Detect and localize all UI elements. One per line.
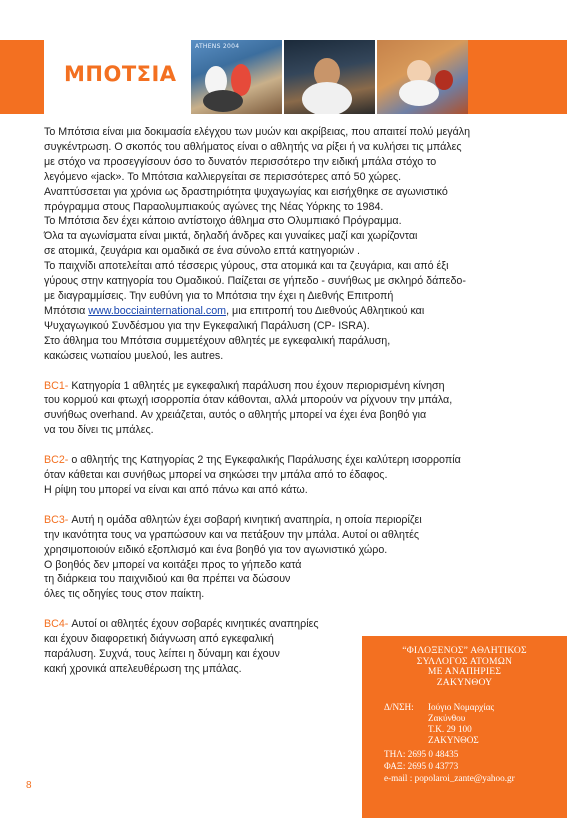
bc2-line: όταν κάθεται και συνήθως μπορεί να σηκώσει την μπάλα από το έδαφος.	[44, 469, 388, 482]
intro-line: Αναπτύσσεται για χρόνια ως δραστηριότητα ψυχαγωγίας και εισήχθηκε σε αγωνιστικό	[44, 185, 448, 198]
article-body	[44, 125, 544, 677]
link-line-prefix: Μπότσια	[44, 304, 89, 317]
intro-line: πρόγραμμα στους Παραολυμπιακούς αγώνες της Νέας Υόρκης το 1984.	[44, 200, 384, 213]
intro-line: Στο άθλημα του Μπότσια συμμετέχουν αθλητές με εγκεφαλική παράλυση,	[44, 334, 391, 347]
bc3-text: Αυτή η ομάδα αθλητών έχει σοβαρή κινητική αναπηρία, η οποία περιορίζει	[68, 513, 422, 526]
club-name-line: ΖΑΚΥΝΘΟΥ	[436, 676, 493, 688]
bc3-line: όλες τις οδηγίες τους στον παίκτη.	[44, 588, 205, 601]
city: ΖΑΚΥΝΘΟΣ	[428, 735, 479, 745]
email[interactable]: e-mail : popolaroi_zante@yahoo.gr	[384, 773, 515, 783]
fax: ΦΑΞ: 2695 0 43773	[384, 761, 459, 771]
bc4-line: κακή χρονικά απελευθέρωση της μπάλας.	[44, 663, 242, 675]
intro-line: λεγόμενο «jack». Το Μπότσια καλλιεργείται σε περισσότερες από 50 χώρες.	[44, 170, 402, 183]
bc3-line: Ο βοηθός δεν μπορεί να κοιτάξει προς το γήπεδο κατά	[44, 558, 302, 571]
bc1-line: του κορμού και φτωχή ισορροπία όταν κάθονται, αλλά μπορούν να ρίχνουν την μπάλα,	[44, 394, 453, 407]
bc1-line: να του δίνει τις μπάλες.	[44, 424, 154, 437]
intro-line: Όλα τα αγωνίσματα είναι μικτά, δηλαδή άνδρες και γυναίκες μαζί και χωρίζονται	[44, 230, 418, 243]
club-name-line: “ΦΙΛΟΞΕΝΟΣ” ΑΘΛΗΤΙΚΟΣ	[402, 645, 527, 656]
bc4-label: BC4-	[44, 618, 69, 631]
photo-athletes-wheelchairs	[191, 40, 282, 114]
photo-athlete-portrait	[284, 40, 375, 114]
bc4-line: και έχουν διαφορετική διάγνωση από εγκεφαλική	[44, 633, 274, 646]
bc4-first-line	[44, 617, 544, 632]
link-line-suffix: , μια επιτροπή του Διεθνούς Αθλητικού και	[226, 304, 425, 317]
club-name-line: ΜΕ ΑΝΑΠΗΡΙΕΣ	[427, 666, 502, 678]
bc1-line: συνήθως overhand. Αν χρειάζεται, αυτός ο αθλητής μπορεί να έχει ένα βοηθό για	[44, 409, 427, 422]
bc4-text: Αυτοί οι αθλητές έχουν σοβαρές κινητικές αναπηρίες	[68, 618, 319, 631]
address-street: Ιούγιο Νομαρχίας	[428, 702, 495, 712]
header-accent-left	[0, 40, 44, 114]
bc2-first-line	[44, 453, 544, 468]
bc2-label: BC2-	[44, 454, 69, 467]
intro-line: κακώσεις νωτιαίου μυελού, les autres.	[44, 349, 224, 362]
bc3-line: την ικανότητα τους να γραπώσουν και να πετάξουν την μπάλα. Αυτοί οι αθλητές	[44, 528, 420, 541]
link-line	[44, 304, 544, 319]
intro-line: Το παιχνίδι αποτελείται από τέσσερις γύρους, στα ατομικά και τα ζευγάρια, και από έξι	[44, 260, 449, 273]
bc3-line: χρησιμοποιούν ειδικό εξοπλισμό και ένα βοηθό για τον αγωνιστικό χώρο.	[44, 543, 388, 556]
bc4-line: παράλυση. Συχνά, τους λείπει η δύναμη και έχουν	[44, 648, 280, 661]
bc3-first-line	[44, 513, 544, 528]
bc2-line: Η ρίψη του μπορεί να είναι και από πάνω και από κάτω.	[44, 483, 308, 496]
bc2-text: ο αθλητής της Κατηγορίας 2 της Εγκεφαλικής Παράλυσης έχει καλύτερη ισορροπία	[68, 454, 461, 467]
intro-line: με στόχο να προσεγγίσουν όσο το δυνατόν περισσότερο την ειδική μπάλα στόχο το	[44, 155, 437, 168]
intro-line: Το Μπότσια είναι μια δοκιμασία ελέγχου των μυών και ακρίβειας, που απαιτεί πολύ μεγάλη	[44, 126, 471, 138]
header-photo-strip	[191, 40, 468, 114]
bc3-line: τη διάρκεια του παιχνιδιού και θα πρέπει να δώσουν	[44, 573, 291, 586]
club-name	[362, 646, 567, 688]
bc3-label: BC3-	[44, 513, 69, 526]
photo-athlete-competition	[377, 40, 468, 114]
intro-line: γύρους στην κατηγορία του Ομαδικού. Παίζεται σε γήπεδο - συνήθως με σκληρό δάπεδο-	[44, 275, 466, 288]
club-name-line: ΣΥΛΛΟΓΟΣ ΑΤΟΜΩΝ	[416, 655, 513, 667]
intro-line: συγκέντρωση. Ο σκοπός του αθλήματος είναι ο αθλητής να ρίξει ή να κυλήσει τις μπάλες	[44, 140, 462, 153]
boccia-website-link[interactable]: www.bocciainternational.com	[88, 304, 227, 317]
intro-line: Ψυχαγωγικού Συνδέσμου για την Εγκεφαλική Παράλυση (CP- ISRA).	[44, 319, 370, 332]
page-number: 8	[26, 780, 32, 791]
bc1-label: BC1-	[44, 379, 69, 392]
bc1-first-line	[44, 379, 544, 394]
bc1-text: Κατηγορία 1 αθλητές με εγκεφαλική παράλυση που έχουν περιορισμένη κίνηση	[68, 379, 445, 392]
page-title: ΜΠΟΤΣΙΑ	[64, 62, 177, 86]
address-city: Ζακύνθου	[428, 713, 466, 723]
intro-line: με διαγραμμίσεις. Την ευθύνη για το Μπότσια την έχει η Διεθνής Επιτροπή	[44, 289, 394, 302]
postcode: Τ.Κ. 29 100	[428, 724, 472, 734]
phone: ΤΗΛ: 2695 0 48435	[384, 749, 459, 759]
header-accent-right	[468, 40, 567, 114]
intro-line: Το Μπότσια δεν έχει κάποιο αντίστοιχο άθλημα στο Ολυμπιακό Πρόγραμμα.	[44, 215, 402, 228]
club-contact-box	[362, 636, 567, 818]
intro-line: σε ατομικά, ζευγάρια και ομαδικά σε ένα σύνολο επτά κατηγοριών .	[44, 245, 361, 258]
photo-caption: ATHENS 2004	[195, 43, 240, 50]
address-label: Δ/ΝΣΗ:	[384, 702, 414, 712]
